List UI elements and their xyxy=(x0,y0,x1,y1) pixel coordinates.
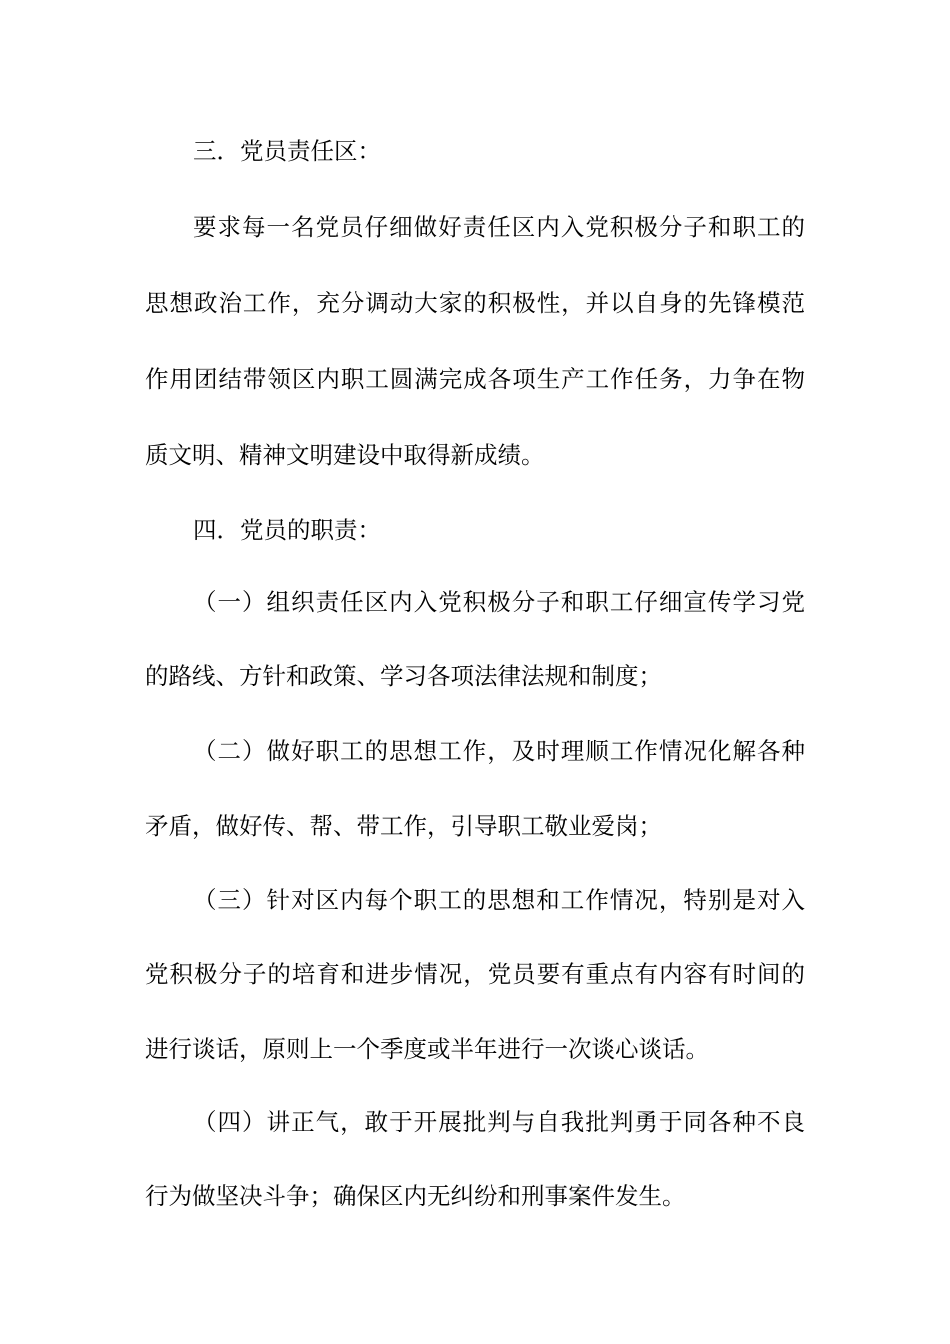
paragraph-line: 作用团结带领区内职工圆满完成各项生产工作任务，力争在物 xyxy=(145,365,805,393)
list-item-line: 进行谈话，原则上一个季度或半年进行一次谈心谈话。 xyxy=(145,1035,709,1063)
list-item-line: （三）针对区内每个职工的思想和工作情况，特别是对入 xyxy=(193,886,805,914)
paragraph-line: 思想政治工作，充分调动大家的积极性，并以自身的先锋模范 xyxy=(145,289,805,317)
list-item-line: 的路线、方针和政策、学习各项法律法规和制度； xyxy=(145,662,662,690)
paragraph-line: 要求每一名党员仔细做好责任区内入党积极分子和职工的 xyxy=(193,213,805,241)
section-heading-3: 三．党员责任区： xyxy=(193,137,381,165)
list-item-line: （四）讲正气，敢于开展批判与自我批判勇于同各种不良 xyxy=(193,1108,805,1136)
list-item-line: （二）做好职工的思想工作，及时理顺工作情况化解各种 xyxy=(193,737,805,765)
list-item-line: 党积极分子的培育和进步情况，党员要有重点有内容有时间的 xyxy=(145,960,805,988)
paragraph-line: 质文明、精神文明建设中取得新成绩。 xyxy=(145,441,545,469)
list-item-line: 行为做坚决斗争；确保区内无纠纷和刑事案件发生。 xyxy=(145,1182,686,1210)
list-item-line: 矛盾，做好传、帮、带工作，引导职工敬业爱岗； xyxy=(145,812,662,840)
section-heading-4: 四．党员的职责： xyxy=(193,516,381,544)
list-item-line: （一）组织责任区内入党积极分子和职工仔细宣传学习党 xyxy=(193,588,805,616)
